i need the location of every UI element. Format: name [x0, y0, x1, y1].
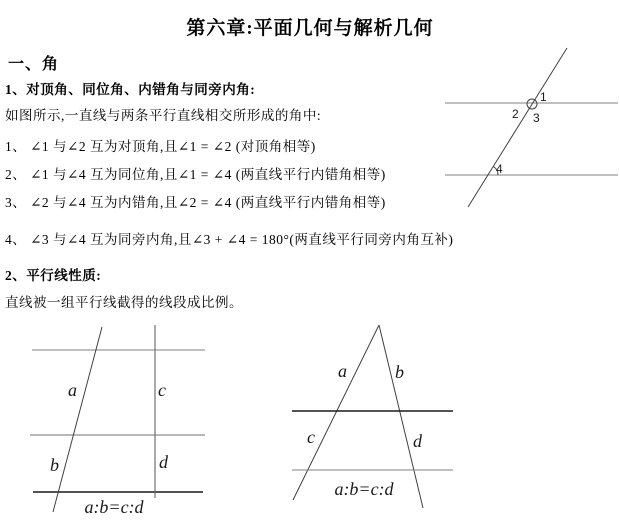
proportion-diagram-left: [15, 320, 265, 522]
segment-d-label: d: [413, 431, 422, 451]
subsection2-body: 直线被一组平行线截得的线段成比例。: [5, 295, 243, 310]
intro-paragraph: 如图所示,一直线与两条平行直线相交所形成的角中:: [5, 108, 322, 123]
segment-b-label: b: [50, 455, 59, 475]
angle-item-4: 4、 ∠3 与∠4 互为同旁内角,且∠3 + ∠4 = 180°(两直线平行同旁内角互补): [5, 232, 454, 247]
section-heading-angles: 一、角: [8, 56, 60, 73]
segment-a-label: a: [338, 361, 347, 381]
proportion-equation-right: a:b=c:d: [334, 479, 394, 499]
left-slant-line: [293, 325, 379, 500]
segment-c-label: c: [158, 380, 166, 400]
segment-b-label: b: [395, 362, 404, 382]
proportion-equation-left: a:b=c:d: [84, 497, 144, 517]
subsection2-heading: 2、平行线性质:: [5, 268, 102, 283]
angle3-label: 3: [533, 111, 540, 125]
angles-transversal-diagram: [438, 40, 620, 220]
angle1-label: 1: [540, 90, 547, 104]
transversal-line: [468, 48, 567, 207]
angle-item-1: 1、 ∠1 与∠2 互为对顶角,且∠1 = ∠2 (对顶角相等): [5, 139, 316, 154]
angle-item-2: 2、 ∠1 与∠4 互为同位角,且∠1 = ∠4 (两直线平行内错角相等): [5, 167, 386, 182]
segment-d-label: d: [159, 452, 168, 472]
segment-a-label: a: [68, 380, 77, 400]
proportion-diagram-right: [278, 315, 478, 522]
slanted-transversal: [53, 327, 102, 512]
angle-item-3: 3、 ∠2 与∠4 互为内错角,且∠2 = ∠4 (两直线平行内错角相等): [5, 195, 386, 210]
subsection1-heading: 1、对顶角、同位角、内错角与同旁内角:: [5, 82, 256, 97]
segment-c-label: c: [307, 427, 315, 447]
angle2-label: 2: [512, 107, 519, 121]
angle4-label: 4: [496, 162, 503, 176]
page-title: 第六章:平面几何与解析几何: [186, 18, 434, 39]
